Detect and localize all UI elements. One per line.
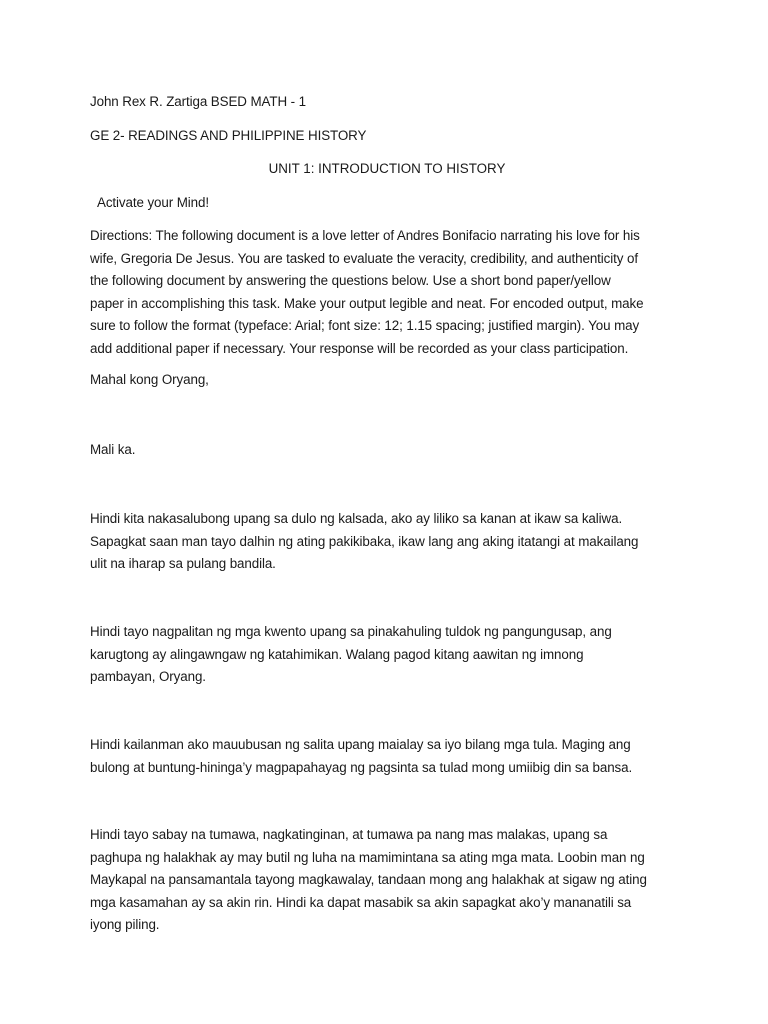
directions-line: Directions: The following document is a love letter of Andres Bonifacio narrating his love for his: [90, 228, 640, 243]
course-title: GE 2- READINGS AND PHILIPPINE HISTORY: [90, 128, 367, 143]
letter-line: Hindi tayo nagpalitan ng mga kwento upang sa pinakahuling tuldok ng pangungusap, ang: [90, 624, 612, 639]
letter-line: Maykapal na pansamantala tayong magkawalay, tandaan mong ang halakhak at sigaw ng ating: [90, 872, 647, 887]
directions-line: paper in accomplishing this task. Make your output legible and neat. For encoded output, make: [90, 295, 644, 311]
letter-line: karugtong ay alingawngaw ng katahimikan. Walang pagod kitang aawitan ng imnong: [90, 646, 584, 662]
unit-title: UNIT 1: INTRODUCTION TO HISTORY: [268, 161, 506, 176]
letter-line: mga kasamahan ay sa akin rin. Hindi ka dapat masabik sa akin sapagkat ako’y mananatili sa: [90, 894, 632, 910]
letter-paragraph-1: [90, 508, 700, 576]
directions-line: the following document by answering the questions below. Use a short bond paper/yellow: [90, 273, 611, 288]
activity-title: Activate your Mind!: [97, 195, 209, 210]
letter-salutation: Mahal kong Oryang,: [90, 372, 209, 387]
directions-line: sure to follow the format (typeface: Arial; font size: 12; 1.15 spacing; justified margin). You may: [90, 318, 640, 333]
letter-line: Hindi tayo sabay na tumawa, nagkatinginan, at tumawa pa nang mas malakas, upang sa: [90, 827, 608, 842]
letter-line: pambayan, Oryang.: [90, 669, 206, 684]
student-info: John Rex R. Zartiga BSED MATH - 1: [90, 94, 306, 109]
letter-line: Hindi kailanman ako mauubusan ng salita upang maialay sa iyo bilang mga tula. Maging ang: [90, 737, 631, 752]
letter-opening: Mali ka.: [90, 442, 136, 457]
letter-paragraph-3: [90, 734, 700, 779]
letter-line: iyong piling.: [90, 917, 160, 932]
directions-line: wife, Gregoria De Jesus. You are tasked to evaluate the veracity, credibility, and authenticity of: [90, 250, 638, 266]
directions-paragraph: [90, 225, 700, 360]
letter-line: Hindi kita nakasalubong upang sa dulo ng kalsada, ako ay liliko sa kanan at ikaw sa kaliwa.: [90, 511, 623, 526]
letter-paragraph-2: [90, 621, 700, 689]
letter-line: Sapagkat saan man tayo dalhin ng ating pakikibaka, ikaw lang ang aking itatangi at makailang: [90, 533, 639, 549]
letter-paragraph-4: [90, 824, 700, 937]
letter-line: paghupa ng halakhak ay may butil ng luha na mamimintana sa ating mga mata. Loobin man ng: [90, 849, 645, 865]
directions-line: add additional paper if necessary. Your response will be recorded as your class participation.: [90, 340, 629, 356]
letter-line: bulong at buntung-hininga’y magpapahayag ng pagsinta sa tulad mong umiibig din sa bansa.: [90, 759, 633, 775]
letter-line: ulit na iharap sa pulang bandila.: [90, 556, 276, 571]
